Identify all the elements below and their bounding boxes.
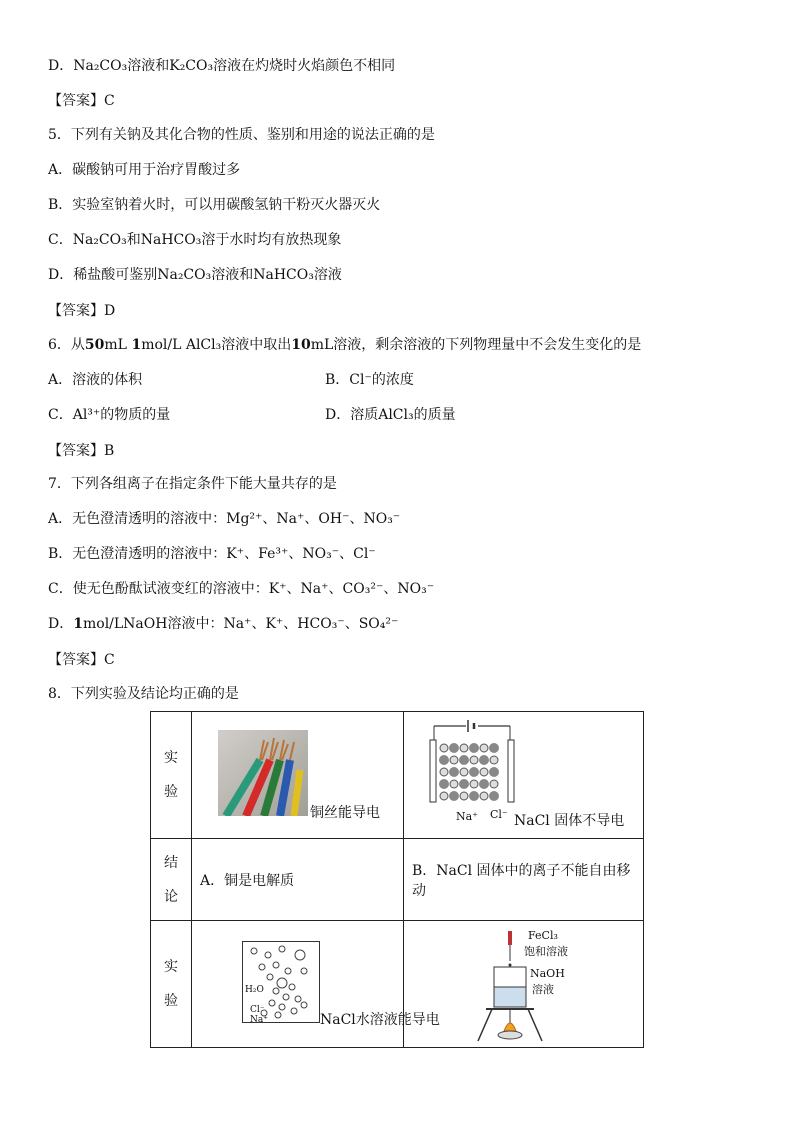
cl-ion-label: Cl⁻	[490, 808, 508, 821]
q5-option-b: B．实验室钠着火时，可以用碳酸氢钠干粉灭火器灭火	[48, 197, 381, 213]
nacl-solid-diagram	[426, 718, 518, 808]
q8-stem: 8．下列实验及结论均正确的是	[48, 686, 239, 702]
answer-4: 【答案】C	[48, 93, 115, 109]
q5-option-d: D．稀盐酸可鉴别Na₂CO₃溶液和NaHCO₃溶液	[48, 267, 342, 283]
naoh-label: NaOH	[530, 967, 565, 980]
solution-cl-label: Cl⁻	[250, 1005, 265, 1015]
answer-5: 【答案】D	[48, 303, 116, 319]
cell-fecl3-naoh	[404, 921, 644, 1048]
q6-option-a: A．溶液的体积	[48, 372, 143, 388]
naoh-solution-label: 溶液	[532, 983, 554, 996]
answer-6: 【答案】B	[48, 443, 115, 459]
nacl-solution-label: NaCl水溶液能导电	[320, 1012, 440, 1028]
q7-option-c: C．使无色酚酞试液变红的溶液中：K⁺、Na⁺、CO₃²⁻、NO₃⁻	[48, 581, 435, 597]
cell-nacl-solid	[404, 712, 644, 839]
q6-option-d: D．溶质AlCl₃的质量	[325, 407, 456, 423]
copper-conducts-label: 铜丝能导电	[310, 805, 380, 821]
row-header-conclusion: 结 论	[151, 839, 192, 921]
conclusion-a: A．铜是电解质	[192, 839, 404, 921]
answer-7: 【答案】C	[48, 652, 115, 668]
q7-option-a: A．无色澄清透明的溶液中：Mg²⁺、Na⁺、OH⁻、NO₃⁻	[48, 511, 401, 527]
copper-wire-photo	[218, 730, 308, 816]
q8-table	[150, 711, 644, 1048]
row-header-experiment-1: 实 验	[151, 712, 192, 839]
q6-option-b: B．Cl⁻的浓度	[325, 372, 414, 388]
saturated-solution-label: 饱和溶液	[524, 945, 568, 958]
conclusion-b: B．NaCl 固体中的离子不能自由移动	[404, 839, 644, 921]
na-ion-label: Na⁺	[456, 810, 478, 823]
fecl3-label: FeCl₃	[528, 929, 558, 942]
q6-stem: 6．从50mL 1mol/L AlCl₃溶液中取出10mL溶液，剩余溶液的下列物理量中不会发生变化的是	[48, 337, 642, 353]
q6-option-c: C．Al³⁺的物质的量	[48, 407, 171, 423]
cell-nacl-solution	[192, 921, 440, 1048]
nacl-solid-label: NaCl 固体不导电	[514, 813, 625, 829]
solution-na-label: Na⁺	[250, 1015, 268, 1025]
q5-option-c: C．Na₂CO₃和NaHCO₃溶于水时均有放热现象	[48, 232, 342, 248]
q4-option-d: D．Na₂CO₃溶液和K₂CO₃溶液在灼烧时火焰颜色不相同	[48, 58, 396, 74]
q5-option-a: A．碳酸钠可用于治疗胃酸过多	[48, 162, 241, 178]
q7-stem: 7．下列各组离子在指定条件下能大量共存的是	[48, 476, 337, 492]
h2o-label: H₂O	[245, 985, 264, 995]
q7-option-b: B．无色澄清透明的溶液中：K⁺、Fe³⁺、NO₃⁻、Cl⁻	[48, 546, 376, 562]
q5-stem: 5．下列有关钠及其化合物的性质、鉴别和用途的说法正确的是	[48, 127, 435, 143]
row-header-experiment-2: 实 验	[151, 921, 192, 1048]
cell-copper-wire	[192, 712, 404, 839]
q7-option-d: D．1mol/LNaOH溶液中：Na⁺、K⁺、HCO₃⁻、SO₄²⁻	[48, 616, 399, 632]
